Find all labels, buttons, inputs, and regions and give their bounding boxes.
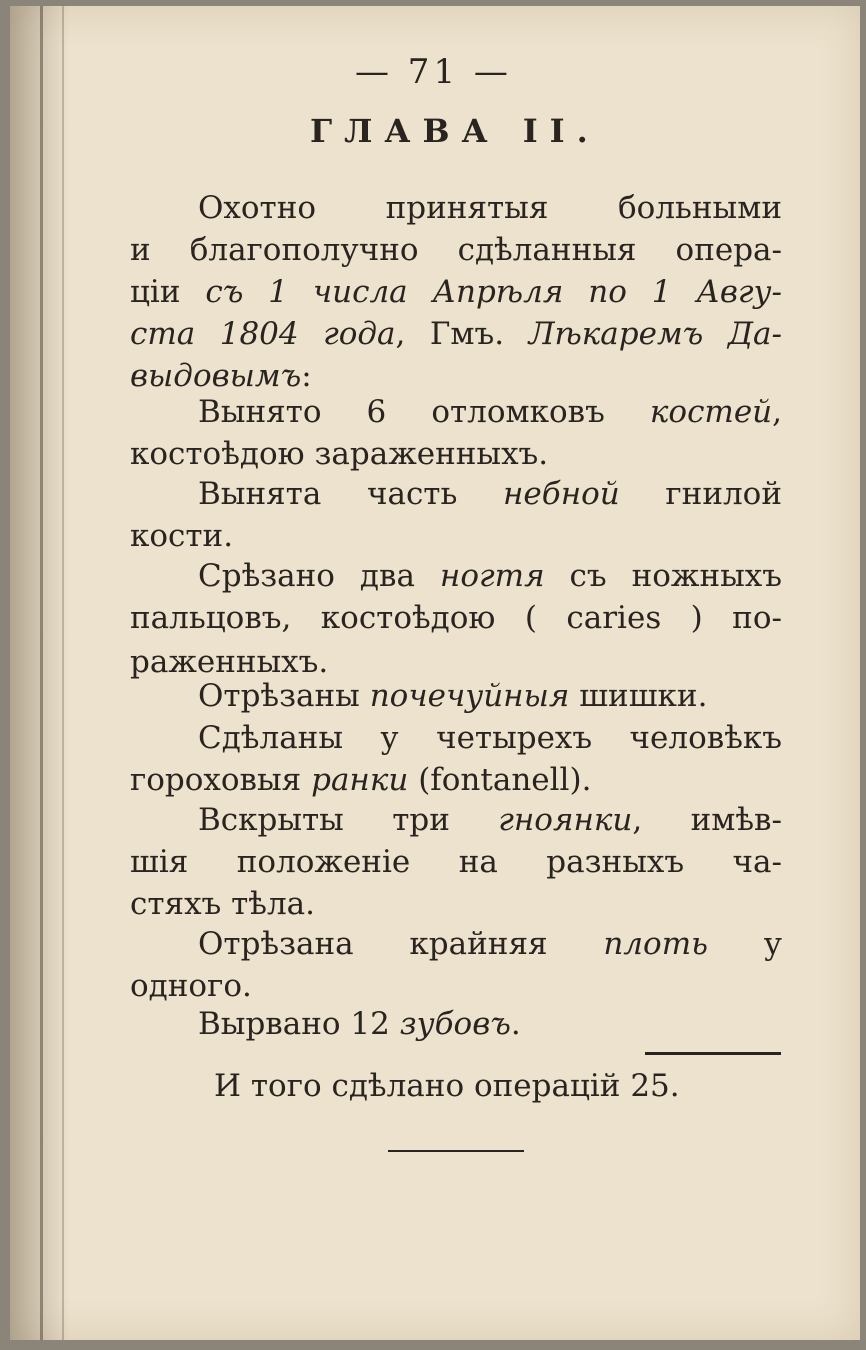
paragraph-7-line-3 xyxy=(130,884,782,924)
paragraph-3-line-1 xyxy=(130,474,782,514)
paragraph-8-line-1 xyxy=(130,924,782,964)
paragraph-3-line-2 xyxy=(130,516,782,556)
text-run: Вскрыты три xyxy=(198,802,499,838)
text-run: гороховыя xyxy=(130,762,312,798)
text-run: Отрѣзаны xyxy=(198,678,370,714)
total-line: И того сдѣлано операцій 25. xyxy=(214,1068,680,1104)
text-run: Сдѣланы у четырехъ человѣкъ xyxy=(198,720,782,756)
italic-text: выдовымъ xyxy=(130,358,302,394)
text-run: раженныхъ. xyxy=(130,644,329,680)
text-run: (fontanell). xyxy=(408,762,592,798)
text-run: Срѣзано два xyxy=(198,558,440,594)
paragraph-1-line-2 xyxy=(130,230,782,270)
text-run: ціи xyxy=(130,274,206,310)
paragraph-2-line-1 xyxy=(130,392,782,432)
text-run: шія положеніе на разныхъ ча- xyxy=(130,844,782,880)
text-run: гнилой xyxy=(619,476,782,512)
paragraph-4-line-1 xyxy=(130,556,782,596)
paragraph-9-line-1 xyxy=(130,1004,782,1044)
italic-text: Лѣкаремъ Да- xyxy=(528,316,782,352)
text-run: : xyxy=(301,358,312,394)
text-run: , xyxy=(772,394,782,430)
paragraph-8-line-2 xyxy=(130,966,782,1006)
paragraph-7-line-1 xyxy=(130,800,782,840)
paragraph-5-line-1 xyxy=(130,676,782,716)
paragraph-1-line-1 xyxy=(130,188,782,228)
binding-edge xyxy=(40,6,43,1340)
text-run: и благополучно сдѣланныя опера- xyxy=(130,232,782,268)
text-run: Вырвано 12 xyxy=(198,1006,400,1042)
italic-text: ста 1804 года xyxy=(130,316,396,352)
text-run: шишки. xyxy=(569,678,708,714)
text-run: , Гмъ. xyxy=(395,316,529,352)
text-run: Вынято 6 отломковъ xyxy=(198,394,650,430)
closing-rule xyxy=(388,1150,524,1152)
text-run: одного. xyxy=(130,968,252,1004)
text-run: Вынята часть xyxy=(198,476,504,512)
text-run: стяхъ тѣла. xyxy=(130,886,316,922)
page-number: — 71 — xyxy=(355,52,512,92)
text-run: съ ножныхъ xyxy=(544,558,782,594)
italic-text: зубовъ xyxy=(399,1006,511,1042)
paragraph-1-line-4 xyxy=(130,314,782,354)
italic-text: почечуйныя xyxy=(369,678,570,714)
paragraph-1-line-3 xyxy=(130,272,782,312)
italic-text: гноянки xyxy=(498,802,633,838)
text-run: пальцовъ, костоѣдою ( caries ) по- xyxy=(130,600,782,636)
text-run: у xyxy=(707,926,783,962)
paragraph-6-line-1 xyxy=(130,718,782,758)
paragraph-2-line-2 xyxy=(130,434,782,474)
paragraph-6-line-2 xyxy=(130,760,782,800)
total-separator-rule xyxy=(645,1052,781,1055)
chapter-heading: ГЛАВА II. xyxy=(310,112,600,150)
text-run: Отрѣзана крайняя xyxy=(198,926,604,962)
italic-text: ногтя xyxy=(439,558,545,594)
paragraph-4-line-2 xyxy=(130,598,782,638)
italic-text: плоть xyxy=(603,926,708,962)
text-run: Охотно принятыя больными xyxy=(198,190,782,226)
text-run: костоѣдою зараженныхъ. xyxy=(130,436,549,472)
italic-text: ранки xyxy=(311,762,409,798)
text-run: . xyxy=(510,1006,521,1042)
text-run: кости. xyxy=(130,518,234,554)
paragraph-1-line-5 xyxy=(130,356,782,396)
italic-text: небной xyxy=(503,476,620,512)
paragraph-7-line-2 xyxy=(130,842,782,882)
italic-text: съ 1 числа Апрѣля по 1 Авгу- xyxy=(205,274,782,310)
italic-text: костей xyxy=(649,394,773,430)
text-run: , имѣв- xyxy=(632,802,782,838)
binding-edge-inner xyxy=(62,6,64,1340)
